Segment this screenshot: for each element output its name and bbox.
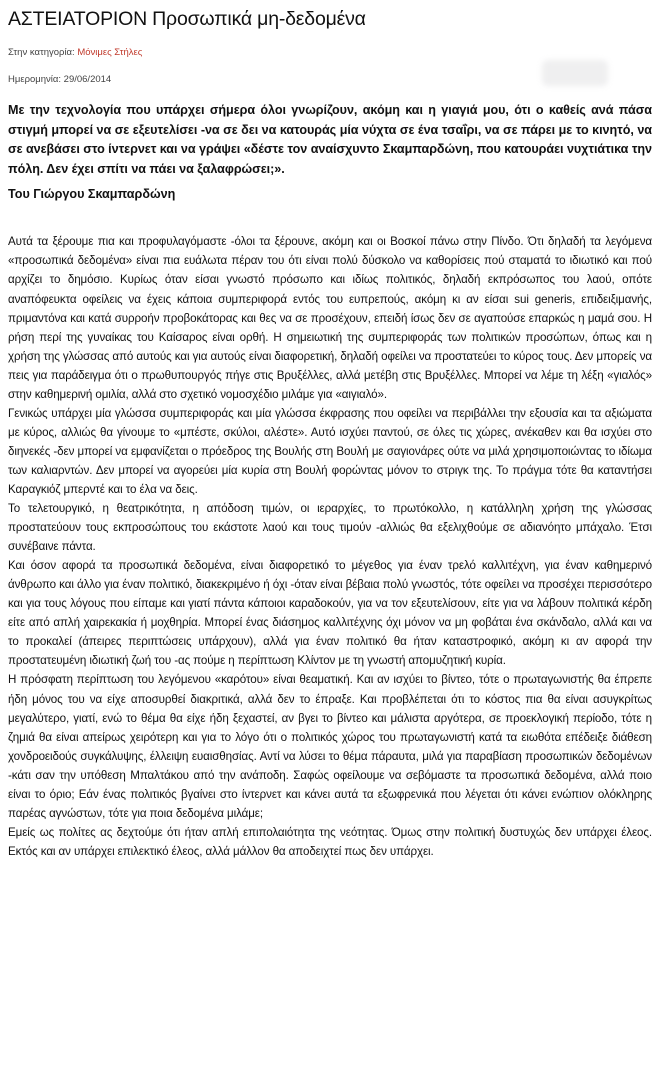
body-paragraph: Αυτά τα ξέρουμε πια και προφυλαγόμαστε -όλοι τα ξέρουνε, ακόμη και οι Βοσκοί πάνω στην Πίνδο. Ότι δηλαδή τα λεγόμενα «προσωπικά δεδομένα» είναι πια ευάλωτα πέραν του ότι είναι πολύ δύσκολο να καθορίσεις πού σταματά το ιδιωτικό και πού αρχίζει το δημόσιο. Κυρίως όταν είσαι γνωστό πρόσωπο και ιδίως πολιτικός, δηλαδή εκπρόσωπος του λαού, οπότε αναπόφευκτα οφείλεις να έχεις κάποια συμπεριφορά εντός του ευπρεπούς, ακόμη κι αν είσαι sui generis, επιδειξιμανής, πριμαντόνα και κατά συρροήν προβοκάτορας και θες να σε προσέχουν, επειδή ίσως δεν σε αγαπούσε επαρκώς η μαμά σου. Η ρήση περί της γυναίκας του Καίσαρος είναι ορθή. Η σημειωτική της συμπεριφοράς των πολιτικών προσώπων, όπως και η χρήση της γλώσσας από αυτούς και για αυτούς είναι διαφορετική, δηλαδή οφείλει να προστατεύει το κύρος τους. Δεν μπορείς να πεις για παράδειγμα ότι ο πρωθυπουργός πήγε στις Βρυξέλλες, αλλά μετέβη στις Βρυξέλλες. Μπορεί να λέμε τη λέξη «γιαλός» στην καθημερινή ομιλία, αλλά στο σχετικό νομοσχέδιο μιλάμε για «αιγιαλό».: [8, 235, 652, 401]
body-paragraph: Γενικώς υπάρχει μία γλώσσα συμπεριφοράς και μία γλώσσα έκφρασης που οφείλει να περιβάλλει την εξουσία και τα αξιώματα με κύρος, αλλιώς θα γίνουμε το «μπέστε, σκύλοι, αλέστε». Αυτό ισχύει παντού, σε όλες τις χώρες, ανέκαθεν και θα ισχύει στο διηνεκές -δεν μπορεί να εμφανίζεται ο πρόεδρος της Βουλής στη Βουλή με σαγιονάρες ούτε να μιλά χρησιμοποιώντας το ιδίωμα των καλιαρντών. Δεν μπορεί να αγορεύει μία κυρία στη Βουλή φορώντας μόνον το στριγκ της. Το πράγμα τότε θα καταντήσει Καραγκιόζ μπερντέ και το έλα να δεις.: [8, 406, 652, 496]
category-link[interactable]: Μόνιμες Στήλες: [77, 47, 143, 58]
article-author: Του Γιώργου Σκαμπαρδώνη: [8, 187, 176, 202]
faded-logo-watermark: [542, 60, 608, 86]
article-body: [8, 232, 652, 861]
article-lead: Με την τεχνολογία που υπάρχει σήμερα όλοι γνωρίζουν, ακόμη και η γιαγιά μου, ότι ο καθείς ανά πάσα στιγμή μπορεί να σε εξευτελίσει -να σε δει να κατουράς μία νύχτα σε ένα τσαΐρι, να σε πάρει με το κινητό, να σε ανεβάσει στο ίντερνετ και να γράψει «δέστε τον αναίσχυντο Σκαμπαρδώνη, που κατουράει νυχτιάτικα την πόλη. Δεν έχει σπίτι να πάει να ξαλαφρώσει;».: [8, 103, 652, 176]
body-paragraph: Και όσον αφορά τα προσωπικά δεδομένα, είναι διαφορετικό το μέγεθος για έναν τρελό καλλιτέχνη, για έναν καθημερινό άνθρωπο και άλλο για έναν πολιτικό, διακεκριμένο ή όχι -όταν είναι βέβαια πολύ γνωστός, τότε οφείλει να προσέχει περισσότερο και για τους λόγους που είπαμε και γιατί πάντα κάποιοι καραδοκούν, για να τον εξευτελίσουν, είτε για να λάβουν πολιτικά κέρδη είτε από απλή χαιρεκακία ή μοχθηρία. Μπορεί ένας διάσημος καλλιτέχνης όχι μόνον να μη φοβάται ένα σκάνδαλο, αλλά και να το προκαλεί (άπειρες περιπτώσεις υπάρχουν), αλλά για έναν πολιτικό θα ήταν καταστροφικό, ακόμη κι αν αφορά την προστατευμένη ιδιωτική ζωή του -ας πούμε η περίπτωση Κλίντον με τη γνωστή απομυζητική κυρία.: [8, 559, 652, 668]
body-paragraph: Η πρόσφατη περίπτωση του λεγόμενου «καρότου» είναι θεαματική. Και αν ισχύει το βίντεο, τότε ο πρωταγωνιστής θα έπρεπε ήδη μόνος του να είχε αποσυρθεί διακριτικά, αλλά δεν το έπραξε. Και προβλέπεται ότι το κόστος πια θα είναι ασυγκρίτως μεγαλύτερο, γιατί, ενώ το θέμα θα είχε ήδη ξεχαστεί, αν βγει το βίντεο και μάλιστα αργότερα, σε προεκλογική περίοδο, τότε η ζημιά θα είναι απείρως χειρότερη και για το λόγο ότι ο πολιτικός χώρος του πρωταγωνιστή κατά τα ειωθότα επέδειξε διάθεση χονδροειδούς συγκάλυψης, έλλειψη ευαισθησίας. Αντί να λύσει το θέμα πάραυτα, μιλά για παραβίαση προσωπικών δεδομένων -κάτι σαν την υπόθεση Μπαλτάκου από την ανάποδη. Σαφώς οφείλουμε να σεβόμαστε τα προσωπικά δεδομένα, αλλά ποιο είναι το όριο; Εάν ένας πολιτικός βγαίνει στο ίντερνετ και κάνει αυτά τα εξωφρενικά που λέγεται ότι κάνει ενώπιον ολόκληρης παρέας αγνώστων, τότε για ποια δεδομένα μιλάμε;: [8, 673, 652, 820]
article-category: [8, 46, 652, 59]
article-title: ΑΣΤΕΙΑΤΟΡΙΟΝ Προσωπικά μη-δεδομένα: [8, 8, 366, 30]
date-value: 29/06/2014: [63, 74, 112, 85]
body-paragraph: Εμείς ως πολίτες ας δεχτούμε ότι ήταν απλή επιπολαιότητα της νεότητας. Όμως στην πολιτική δυστυχώς δεν υπάρχει έλεος. Εκτός και αν υπάρχει επιλεκτικό έλεος, αλλά μάλλον θα αποδειχτεί πως δεν υπάρχει.: [8, 825, 652, 858]
category-label: Στην κατηγορία:: [8, 47, 78, 58]
date-label: Ημερομηνία:: [8, 74, 64, 85]
body-paragraph: Το τελετουργικό, η θεατρικότητα, η απόδοση τιμών, οι ιεραρχίες, το πρωτόκολλο, η κατάλληλη χρήση της γλώσσας προστατεύουν τους εκπροσώπους του εκάστοτε λαού και τους τιμούν -αλλιώς θα εξελιχθούμε σε αδιανόητο μπάχαλο. Έτσι συνέβαινε πάντα.: [8, 502, 652, 554]
